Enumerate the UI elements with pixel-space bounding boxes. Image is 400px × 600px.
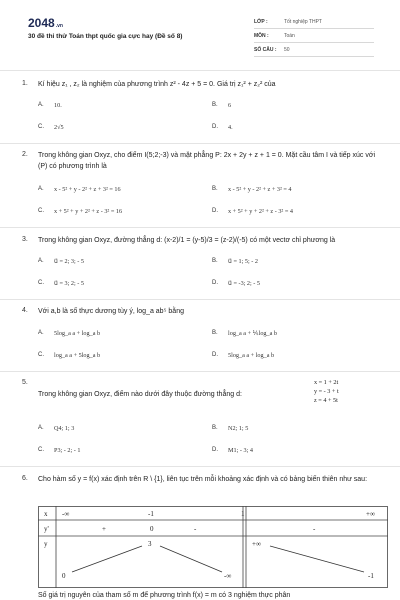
option-b[interactable] bbox=[212, 330, 277, 337]
option-label: B. bbox=[212, 330, 218, 336]
table-y-value: 3 bbox=[148, 540, 152, 548]
question-number: 4. bbox=[22, 307, 28, 314]
meta-row-subject bbox=[254, 29, 374, 43]
option-c[interactable] bbox=[38, 447, 80, 454]
option-label: B. bbox=[212, 425, 218, 431]
table-yprime-value: - bbox=[194, 525, 197, 533]
logo-text: 2048 bbox=[28, 16, 55, 30]
meta-key: MÔN : bbox=[254, 32, 269, 39]
option-value: x + 5² + y + 2² + z - 3² = 16 bbox=[54, 208, 123, 215]
meta-value: Toán bbox=[284, 32, 295, 39]
option-value: x - 5² + y - 2² + z + 3² = 4 bbox=[228, 186, 292, 193]
option-label: D. bbox=[212, 447, 218, 453]
table-y-label: y bbox=[44, 540, 48, 548]
option-label: B. bbox=[212, 258, 218, 264]
question-text: Trong không gian Oxyz, đường thẳng d: (x-2)/1 = (y-5)/3 = (z-2)/(-5) có một vectơ chỉ phương là bbox=[38, 237, 336, 244]
option-c[interactable] bbox=[38, 280, 84, 287]
option-label: D. bbox=[212, 280, 218, 286]
option-value: x - 5² + y - 2² + z + 3² = 16 bbox=[54, 186, 121, 193]
option-value: u⃗ = 3; 2; - 5 bbox=[54, 280, 84, 287]
table-y-value: -∞ bbox=[224, 572, 232, 580]
option-label: C. bbox=[38, 280, 44, 286]
option-c[interactable] bbox=[38, 352, 100, 359]
option-value: 10. bbox=[54, 102, 62, 109]
question-text: Kí hiệu z₁ , z₂ là nghiệm của phương trình z² - 4z + 5 = 0. Giá trị z₁² + z₂² của bbox=[38, 81, 276, 88]
arrow-decrease bbox=[160, 546, 222, 572]
option-value: N2; 1; 5 bbox=[228, 425, 249, 432]
option-a[interactable] bbox=[38, 330, 100, 337]
question-text: Cho hàm số y = f(x) xác định trên R \ {1}, liên tục trên mỗi khoảng xác định và có bảng biến thiên như sau: bbox=[38, 476, 368, 483]
equation-z: z = 4 + 5t bbox=[314, 397, 338, 404]
option-label: D. bbox=[212, 208, 218, 214]
option-label: C. bbox=[38, 352, 44, 358]
table-yprime-value: - bbox=[313, 525, 316, 533]
table-y-value: +∞ bbox=[252, 540, 261, 548]
option-c[interactable] bbox=[38, 124, 64, 131]
option-b[interactable] bbox=[212, 425, 248, 432]
question-divider bbox=[0, 371, 400, 372]
option-value: Q4; 1; 3 bbox=[54, 425, 75, 432]
option-c[interactable] bbox=[38, 208, 122, 215]
option-value: 5log_a a + log_a b bbox=[228, 352, 275, 359]
meta-key: SỐ CÂU : bbox=[254, 46, 277, 53]
option-value: x + 5² + y + 2² + z - 3² = 4 bbox=[228, 208, 293, 215]
page-header bbox=[0, 0, 400, 62]
arrow-increase bbox=[72, 546, 142, 572]
option-value: 2√5 bbox=[54, 124, 64, 131]
option-value: 4. bbox=[228, 124, 233, 131]
option-label: A. bbox=[38, 425, 44, 431]
question-divider bbox=[0, 299, 400, 300]
question-text: Trong không gian Oxyz, cho điểm I(5;2;-3) và mặt phẳng P: 2x + 2y + z + 1 = 0. Mặt cầu tâm I và tiếp xúc với (P) có phương trình là bbox=[38, 152, 375, 170]
table-x-value: -∞ bbox=[62, 510, 70, 518]
option-value: u⃗ = -3; 2; - 5 bbox=[228, 280, 260, 287]
option-label: C. bbox=[38, 124, 44, 130]
option-d[interactable] bbox=[212, 124, 233, 131]
table-x-value: 1 bbox=[241, 510, 245, 518]
meta-row-count bbox=[254, 43, 374, 57]
line-equation-system bbox=[314, 378, 339, 405]
meta-row-class bbox=[254, 15, 374, 29]
question-number: 1. bbox=[22, 80, 28, 87]
table-x-value: -1 bbox=[148, 510, 154, 518]
variation-table bbox=[38, 506, 388, 588]
option-a[interactable] bbox=[38, 186, 121, 193]
site-logo[interactable] bbox=[28, 16, 63, 30]
question-divider bbox=[0, 70, 400, 71]
option-b[interactable] bbox=[212, 258, 258, 265]
option-label: A. bbox=[38, 258, 44, 264]
option-value: P3; - 2; - 1 bbox=[54, 447, 81, 454]
arrow-decrease bbox=[270, 546, 364, 572]
question-text: Trong không gian Oxyz, điểm nào dưới đây thuộc đường thẳng d: bbox=[38, 391, 242, 398]
question-divider bbox=[0, 227, 400, 228]
option-label: D. bbox=[212, 124, 218, 130]
question-number: 3. bbox=[22, 236, 28, 243]
option-d[interactable] bbox=[212, 352, 274, 359]
table-y-value: 0 bbox=[62, 572, 66, 580]
exam-meta bbox=[254, 15, 374, 57]
option-value: 5log_a a + log_a b bbox=[54, 330, 101, 337]
option-d[interactable] bbox=[212, 208, 293, 215]
option-value: log_a a + 5log_a b bbox=[54, 352, 101, 359]
option-label: B. bbox=[212, 102, 218, 108]
option-b[interactable] bbox=[212, 102, 231, 109]
meta-value: 50 bbox=[284, 46, 290, 53]
table-yprime-value: + bbox=[102, 525, 106, 533]
option-value: u⃗ = 1; 5; - 2 bbox=[228, 258, 258, 265]
option-label: C. bbox=[38, 447, 44, 453]
logo-suffix: .vn bbox=[55, 23, 63, 29]
table-y-value: -1 bbox=[368, 572, 374, 580]
table-yprime-value: 0 bbox=[150, 525, 154, 533]
meta-key: LỚP : bbox=[254, 18, 268, 25]
option-value: log_a a + ⅕log_a b bbox=[228, 330, 278, 337]
option-a[interactable] bbox=[38, 102, 62, 109]
option-a[interactable] bbox=[38, 425, 74, 432]
option-value: u⃗ = 2; 3; - 5 bbox=[54, 258, 84, 265]
option-label: A. bbox=[38, 186, 44, 192]
equation-x: x = 1 + 2t bbox=[314, 379, 339, 386]
option-label: B. bbox=[212, 186, 218, 192]
question-divider bbox=[0, 143, 400, 144]
meta-value: Tốt nghiệp THPT bbox=[284, 18, 322, 25]
question-continuation-text: Số giá trị nguyên của tham số m để phương trình f(x) = m có 3 nghiệm thực phân bbox=[38, 592, 291, 599]
question-number: 5. bbox=[22, 379, 28, 386]
table-yprime-label: y' bbox=[44, 525, 49, 533]
table-x-value: +∞ bbox=[366, 510, 375, 518]
option-value: 6 bbox=[228, 102, 232, 109]
option-label: A. bbox=[38, 330, 44, 336]
option-b[interactable] bbox=[212, 186, 292, 193]
question-text: Với a,b là số thực dương tùy ý, log_a ab⁵ bằng bbox=[38, 308, 184, 315]
option-value: M1; - 3; 4 bbox=[228, 447, 253, 454]
equation-y: y = - 3 + t bbox=[314, 388, 339, 395]
option-a[interactable] bbox=[38, 258, 84, 265]
question-number: 2. bbox=[22, 151, 28, 158]
document-title: 30 đề thi thử Toán thpt quốc gia cực hay (Đề số 8) bbox=[28, 33, 183, 40]
question-divider bbox=[0, 466, 400, 467]
question-number: 6. bbox=[22, 475, 28, 482]
table-x-label: x bbox=[44, 510, 48, 518]
option-label: C. bbox=[38, 208, 44, 214]
option-d[interactable] bbox=[212, 280, 260, 287]
option-label: D. bbox=[212, 352, 218, 358]
option-d[interactable] bbox=[212, 447, 253, 454]
option-label: A. bbox=[38, 102, 44, 108]
